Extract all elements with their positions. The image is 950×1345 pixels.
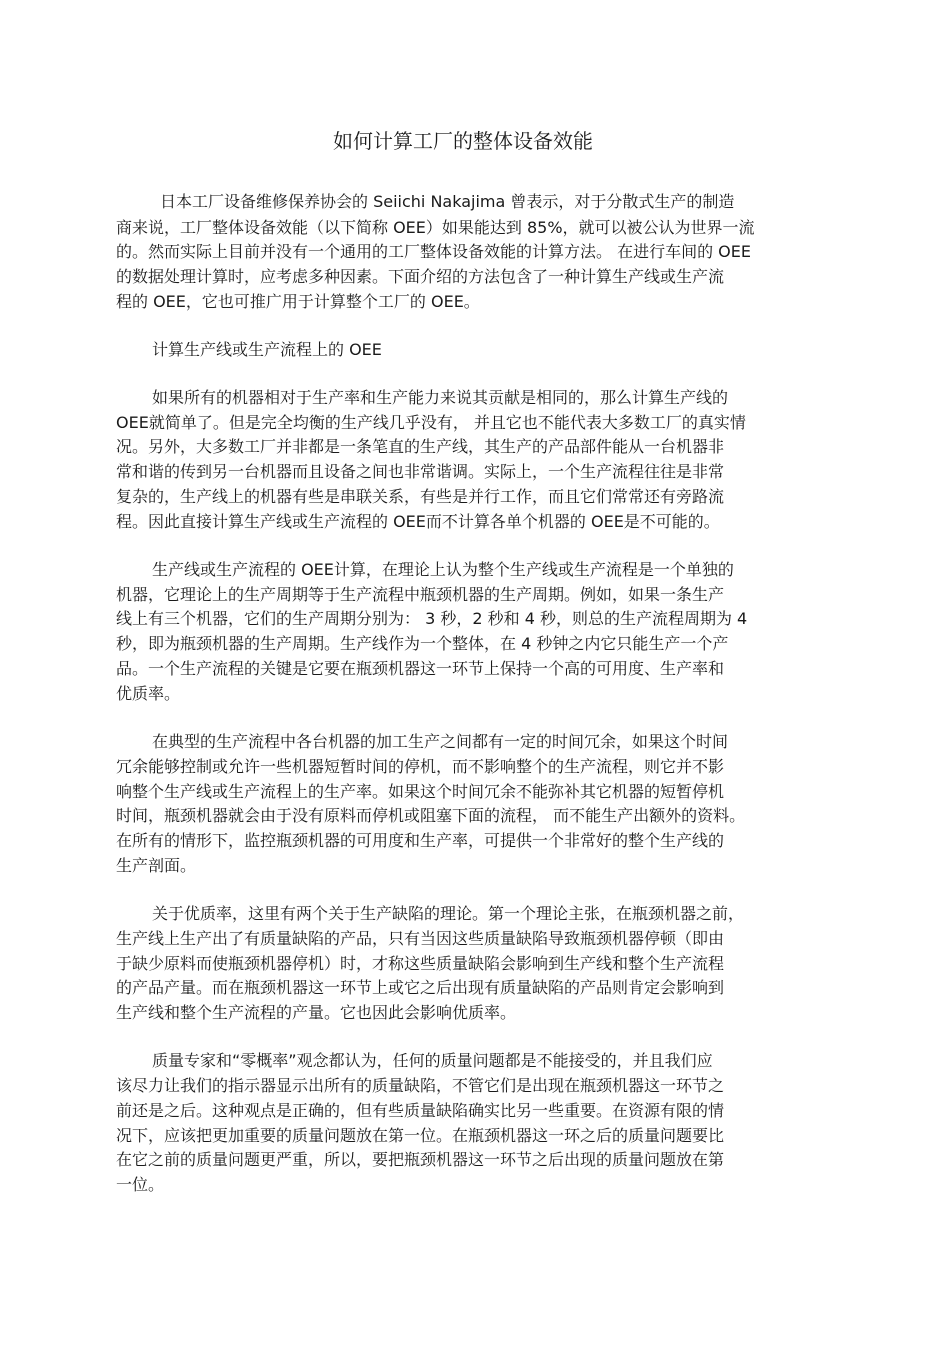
text-line: 秒，即为瓶颈机器的生产周期。生产线作为一个整体，在 4 秒钟之内它只能生产一个产 <box>116 634 729 653</box>
text-line: OEE就简单了。但是完全均衡的生产线几乎没有， 并且它也不能代表大多数工厂的真实情 <box>116 413 746 432</box>
text-line: 商来说，工厂整体设备效能（以下简称 OEE）如果能达到 85%，就可以被公认为世界一流 <box>116 218 755 237</box>
text-line: 生产线和整个生产流程的产量。它也因此会影响优质率。 <box>116 1003 517 1022</box>
text-line: 生产线上生产出了有质量缺陷的产品，只有当因这些质量缺陷导致瓶颈机器停顿（即由 <box>116 929 725 948</box>
text-line: 计算生产线或生产流程上的 OEE <box>152 340 382 359</box>
text-line: 机器，它理论上的生产周期等于生产流程中瓶颈机器的生产周期。例如，如果一条生产 <box>116 585 725 604</box>
text-line: 在它之前的质量问题更严重，所以，要把瓶颈机器这一环节之后出现的质量问题放在第 <box>116 1150 725 1169</box>
text-line: 常和谐的传到另一台机器而且设备之间也非常谐调。实际上，一个生产流程往往是非常 <box>116 462 725 481</box>
text-line: 冗余能够控制或允许一些机器短暂时间的停机，而不影响整个的生产流程，则它并不影 <box>116 757 725 776</box>
text-line: 关于优质率，这里有两个关于生产缺陷的理论。第一个理论主张，在瓶颈机器之前， <box>152 904 745 923</box>
document-title: 如何计算工厂的整体设备效能 <box>333 129 593 153</box>
text-line: 况。另外，大多数工厂并非都是一条笔直的生产线，其生产的产品部件能从一台机器非 <box>116 437 725 456</box>
text-line: 生产线或生产流程的 OEE计算，在理论上认为整个生产线或生产流程是一个单独的 <box>152 560 734 579</box>
text-line: 在典型的生产流程中各台机器的加工生产之间都有一定的时间冗余，如果这个时间 <box>152 732 729 751</box>
text-line: 时间，瓶颈机器就会由于没有原料而停机或阻塞下面的流程， 而不能生产出额外的资料。 <box>116 806 746 825</box>
text-line: 于缺少原料而使瓶颈机器停机）时，才称这些质量缺陷会影响到生产线和整个生产流程 <box>116 954 725 973</box>
text-line: 的。然而实际上目前并没有一个通用的工厂整体设备效能的计算方法。 在进行车间的 OEE <box>116 242 751 261</box>
text-line: 品。一个生产流程的关键是它要在瓶颈机器这一环节上保持一个高的可用度、生产率和 <box>116 659 725 678</box>
text-line: 程的 OEE，它也可推广用于计算整个工厂的 OEE。 <box>116 292 480 311</box>
text-line: 一位。 <box>116 1175 165 1194</box>
text-line: 质量专家和“零概率”观念都认为，任何的质量问题都是不能接受的，并且我们应 <box>152 1051 713 1070</box>
text-line: 响整个生产线或生产流程上的生产率。如果这个时间冗余不能弥补其它机器的短暂停机 <box>116 782 725 801</box>
text-line: 在所有的情形下，监控瓶颈机器的可用度和生产率，可提供一个非常好的整个生产线的 <box>116 831 725 850</box>
text-line: 复杂的，生产线上的机器有些是串联关系，有些是并行工作，而且它们常常还有旁路流 <box>116 487 725 506</box>
text-line: 如果所有的机器相对于生产率和生产能力来说其贡献是相同的，那么计算生产线的 <box>152 388 729 407</box>
text-line: 日本工厂设备维修保养协会的 Seiichi Nakajima 曾表示，对于分散式生产的制造 <box>160 192 735 211</box>
text-line: 线上有三个机器，它们的生产周期分别为： 3 秒，2 秒和 4 秒，则总的生产流程周期为 4 <box>116 609 748 628</box>
text-line: 况下，应该把更加重要的质量问题放在第一位。在瓶颈机器这一环之后的质量问题要比 <box>116 1126 725 1145</box>
text-line: 程。因此直接计算生产线或生产流程的 OEE而不计算各单个机器的 OEE是不可能的。 <box>116 512 720 531</box>
text-line: 前还是之后。这种观点是正确的，但有些质量缺陷确实比另一些重要。在资源有限的情 <box>116 1101 725 1120</box>
text-line: 优质率。 <box>116 684 181 703</box>
text-line: 的数据处理计算时，应考虑多种因素。下面介绍的方法包含了一种计算生产线或生产流 <box>116 267 725 286</box>
text-line: 生产剖面。 <box>116 856 197 875</box>
text-line: 的产品产量。而在瓶颈机器这一环节上或它之后出现有质量缺陷的产品则肯定会影响到 <box>116 978 725 997</box>
text-line: 该尽力让我们的指示器显示出所有的质量缺陷，不管它们是出现在瓶颈机器这一环节之 <box>116 1076 725 1095</box>
